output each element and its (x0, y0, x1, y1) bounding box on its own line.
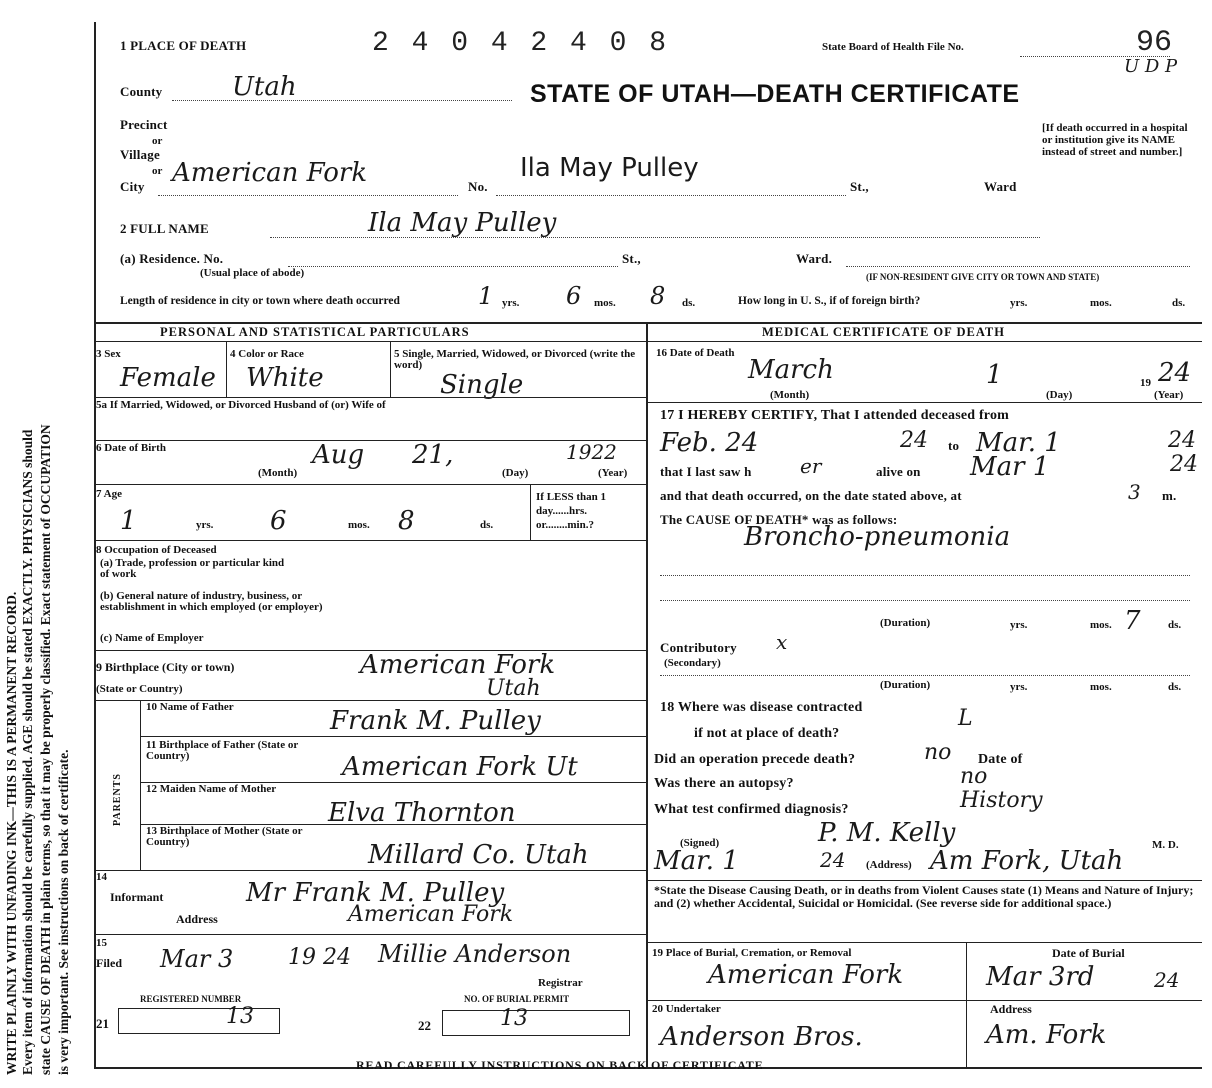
dod-year-sub: (Year) (1154, 389, 1184, 401)
burial-date-value: Mar 3rd (986, 962, 1095, 992)
attended-from-year: 24 (900, 428, 928, 453)
foreign-ds-label: ds. (1172, 297, 1186, 309)
undertaker-value: Anderson Bros. (660, 1022, 863, 1052)
father-value: Frank M. Pulley (330, 706, 541, 736)
personal-heading: PERSONAL AND STATISTICAL PARTICULARS (160, 325, 470, 339)
margin-line-0: WRITE PLAINLY WITH UNFADING INK—THIS IS A PERMANENT RECORD. (4, 591, 19, 1075)
section-divider (94, 322, 1202, 324)
precinct-label: Precinct (120, 117, 168, 132)
father-birthplace-value: American Fork Ut (342, 752, 578, 782)
filed-date: Mar 3 (160, 945, 234, 973)
dod-year: 24 (1158, 358, 1192, 388)
certify-label: 17 I HEREBY CERTIFY, That I attended deceased from (660, 408, 1010, 423)
burial-year: 24 (1154, 968, 1180, 992)
birthplace-state-label: (State or Country) (96, 683, 183, 695)
attended-to-year: 24 (1168, 428, 1196, 453)
length-ds-value: 8 (650, 282, 666, 310)
length-residence-label: Length of residence in city or town where death occurred (120, 295, 400, 307)
secondary-label: (Secondary) (664, 657, 721, 669)
undertaker-address-value: Am. Fork (986, 1020, 1107, 1050)
autopsy-value: no (960, 764, 988, 789)
full-name-value: Ila May Pulley (368, 208, 557, 238)
foreign-mos-label: mos. (1090, 297, 1112, 309)
q18-label: 18 Where was disease contracted (660, 700, 863, 715)
residence-st-label: St., (622, 251, 641, 266)
informant-label: Informant (110, 890, 164, 904)
time-m-label: m. (1162, 488, 1177, 503)
cause-label: The CAUSE OF DEATH* was as follows: (660, 512, 898, 527)
length-mos-label: mos. (594, 297, 616, 309)
filed-label: Filed (96, 956, 122, 970)
burial-permit-label: NO. OF BURIAL PERMIT (464, 994, 570, 1004)
dod-month-sub: (Month) (770, 389, 810, 401)
registrar-label: Registrar (538, 977, 583, 989)
dod-label: 16 Date of Death (656, 347, 735, 359)
mother-label: 12 Maiden Name of Mother (146, 783, 277, 795)
length-yrs-value: 1 (478, 282, 494, 310)
village-label: Village (120, 147, 160, 162)
signed-year: 24 (820, 848, 846, 872)
filed-year: 19 24 (288, 945, 351, 970)
undertaker-address-label: Address (990, 1002, 1032, 1016)
q18-value: L (958, 706, 973, 731)
cause-footnote: *State the Disease Causing Death, or in deaths from Violent Causes state (1) Means and Nature of Injury; and (2) whether Accidental, Suicidal or Homicidal. (See reverse side for additional space.) (654, 883, 1194, 910)
mother-value: Elva Thornton (328, 798, 516, 828)
cause-duration-yrs: yrs. (1010, 619, 1028, 631)
signed-value: P. M. Kelly (818, 818, 956, 848)
residence-sub: (Usual place of abode) (200, 267, 305, 279)
signed-date: Mar. 1 (654, 846, 739, 876)
informant-value: Mr Frank M. Pulley (246, 878, 505, 908)
file-no-value: 96 (1136, 26, 1173, 60)
occupation-label: 8 Occupation of Deceased (96, 544, 217, 556)
full-name-label: 2 FULL NAME (120, 221, 209, 236)
alive-date: Mar 1 (970, 452, 1050, 482)
dod-year-prefix: 19 (1140, 377, 1151, 389)
md-label: M. D. (1152, 839, 1179, 851)
foreign-birth-label: How long in U. S., if of foreign birth? (738, 295, 921, 307)
dob-day-sub: (Day) (502, 467, 529, 479)
dod-month: March (748, 355, 834, 385)
test-label: What test confirmed diagnosis? (654, 802, 849, 817)
foreign-yrs-label: yrs. (1010, 297, 1028, 309)
burial-place-value: American Fork (708, 960, 904, 990)
autopsy-label: Was there an autopsy? (654, 776, 794, 791)
age-mos-label: mos. (348, 519, 370, 531)
length-ds-label: ds. (682, 297, 696, 309)
burial-date-label: Date of Burial (1052, 946, 1125, 960)
dob-label: 6 Date of Birth (96, 442, 166, 454)
marital-value: Single (440, 370, 524, 400)
cause-duration-label: (Duration) (880, 617, 931, 629)
margin-line-1: Every item of information should be carefully supplied. AGE should be stated EXACTLY. PHYSICIANS should (20, 429, 35, 1075)
sex-value: Female (120, 363, 216, 393)
operation-value: no (924, 740, 952, 765)
st-label: St., (850, 179, 869, 194)
occupation-a: (a) Trade, profession or particular kind of work (100, 557, 285, 580)
parents-label: PARENTS (112, 773, 123, 826)
father-birthplace-label: 11 Birthplace of Father (State or Country) (146, 739, 299, 762)
less-than-label: If LESS than 1 day......hrs. or........min.? (536, 491, 607, 531)
color-value: White (246, 363, 324, 393)
margin-line-3: is very important. See instructions on back of certificate. (56, 749, 71, 1075)
signed-label: (Signed) (680, 837, 720, 849)
residence-label: (a) Residence. No. (120, 251, 224, 266)
contributory-value: x (776, 630, 788, 654)
signed-address-label: (Address) (866, 859, 912, 871)
cause-duration-mos-value: 7 (1124, 606, 1141, 636)
informant-number: 14 (96, 871, 107, 883)
file-no-mark: U D P (1124, 56, 1178, 77)
cause-value: Broncho-pneumonia (744, 522, 1011, 552)
cause-duration-ds: ds. (1168, 619, 1182, 631)
registrar-value: Millie Anderson (378, 940, 572, 968)
informant-address-label: Address (176, 912, 218, 926)
spouse-label: 5a If Married, Widowed, or Divorced Husband of (or) Wife of (96, 399, 386, 411)
side-margin (0, 0, 90, 1088)
city-label: City (120, 179, 145, 194)
registered-number-label: REGISTERED NUMBER (140, 994, 242, 1004)
registered-number-box (118, 1008, 280, 1034)
occupation-b: (b) General nature of industry, business, or establishment in which employed (or employer) (100, 590, 323, 613)
residence-ward-label: Ward. (796, 251, 833, 266)
age-label: 7 Age (96, 488, 122, 500)
dod-day-sub: (Day) (1046, 389, 1073, 401)
hospital-note: [If death occurred in a hospital or institution give its NAME instead of street and number.] (1042, 122, 1188, 158)
signed-address-value: Am Fork, Utah (930, 846, 1124, 876)
no-label: No. (468, 179, 488, 194)
alive-year: 24 (1170, 452, 1198, 477)
test-value: History (960, 788, 1043, 813)
occupation-c: (c) Name of Employer (100, 632, 204, 644)
birthplace-city: American Fork (360, 650, 556, 680)
occurred-label: and that death occurred, on the date stated above, at (660, 488, 962, 503)
marital-label: 5 Single, Married, Widowed, or Divorced (write the word) (394, 348, 636, 371)
last-saw-value: er (800, 454, 822, 478)
dob-day: 21, (412, 440, 454, 470)
contrib-duration-mos: mos. (1090, 681, 1112, 693)
age-yrs-label: yrs. (196, 519, 214, 531)
margin-line-2: state CAUSE OF DEATH in plain terms, so that it may be properly classified. Exact statement of OCCUPATION (38, 424, 53, 1075)
attended-from-date: Feb. 24 (660, 428, 759, 458)
informant-address-value: American Fork (348, 902, 514, 927)
contrib-duration-ds: ds. (1168, 681, 1182, 693)
burial-permit-prefix: 22 (418, 1018, 431, 1033)
date-of-label: Date of (978, 752, 1023, 767)
place-of-death-label: 1 PLACE OF DEATH (120, 38, 247, 53)
city-value: American Fork (172, 158, 368, 188)
length-mos-value: 6 (566, 282, 582, 310)
county-label: County (120, 84, 163, 99)
length-yrs-label: yrs. (502, 297, 520, 309)
filed-number: 15 (96, 937, 107, 949)
dob-month: Aug (312, 440, 365, 470)
undertaker-label: 20 Undertaker (652, 1003, 721, 1015)
or-label-2: or (152, 165, 163, 177)
alive-label: alive on (876, 464, 921, 479)
certificate-title: STATE OF UTAH—DEATH CERTIFICATE (530, 80, 1020, 108)
burial-permit-value: 13 (500, 1006, 528, 1031)
dob-year-sub: (Year) (598, 467, 628, 479)
mother-birthplace-value: Millard Co. Utah (368, 840, 589, 870)
dob-year: 1922 (566, 440, 617, 464)
file-no-label: State Board of Health File No. (822, 41, 964, 53)
no-value: Ila May Pulley (520, 153, 699, 183)
birthplace-label: 9 Birthplace (City or town) (96, 660, 235, 674)
registered-number-prefix: 21 (96, 1016, 109, 1031)
q18-sub: if not at place of death? (694, 726, 840, 741)
color-label: 4 Color or Race (230, 348, 304, 360)
age-ds-label: ds. (480, 519, 494, 531)
contrib-duration-yrs: yrs. (1010, 681, 1028, 693)
age-yrs-value: 1 (120, 506, 137, 536)
sex-label: 3 Sex (96, 348, 121, 360)
medical-heading: MEDICAL CERTIFICATE OF DEATH (762, 325, 1005, 339)
contributory-label: Contributory (660, 640, 737, 655)
nonresident-note: (IF NON-RESIDENT GIVE CITY OR TOWN AND STATE) (866, 272, 1100, 282)
contrib-duration-label: (Duration) (880, 679, 931, 691)
mother-birthplace-label: 13 Birthplace of Mother (State or Country) (146, 825, 303, 848)
burial-place-label: 19 Place of Burial, Cremation, or Removal (652, 947, 852, 959)
registered-number-value: 13 (226, 1004, 254, 1029)
birthplace-state: Utah (486, 676, 541, 701)
operation-label: Did an operation precede death? (654, 752, 856, 767)
certificate-number: 2 4 0 4 2 4 0 8 (372, 28, 670, 59)
age-mos-value: 6 (270, 506, 287, 536)
center-divider (646, 322, 648, 1067)
dod-day: 1 (986, 360, 1003, 390)
attended-to-date: Mar. 1 (976, 428, 1061, 458)
burial-permit-box (442, 1010, 630, 1036)
father-label: 10 Name of Father (146, 701, 234, 713)
county-value: Utah (232, 72, 297, 102)
footer-note: READ CAREFULLY INSTRUCTIONS ON BACK OF CERTIFICATE (356, 1058, 764, 1072)
or-label-1: or (152, 135, 163, 147)
age-ds-value: 8 (398, 506, 415, 536)
attended-to-label: to (948, 438, 960, 453)
ward-label: Ward (984, 179, 1017, 194)
last-saw-label: that I last saw h (660, 464, 752, 479)
time-value: 3 (1128, 480, 1141, 504)
cause-duration-mos: mos. (1090, 619, 1112, 631)
dob-month-sub: (Month) (258, 467, 298, 479)
